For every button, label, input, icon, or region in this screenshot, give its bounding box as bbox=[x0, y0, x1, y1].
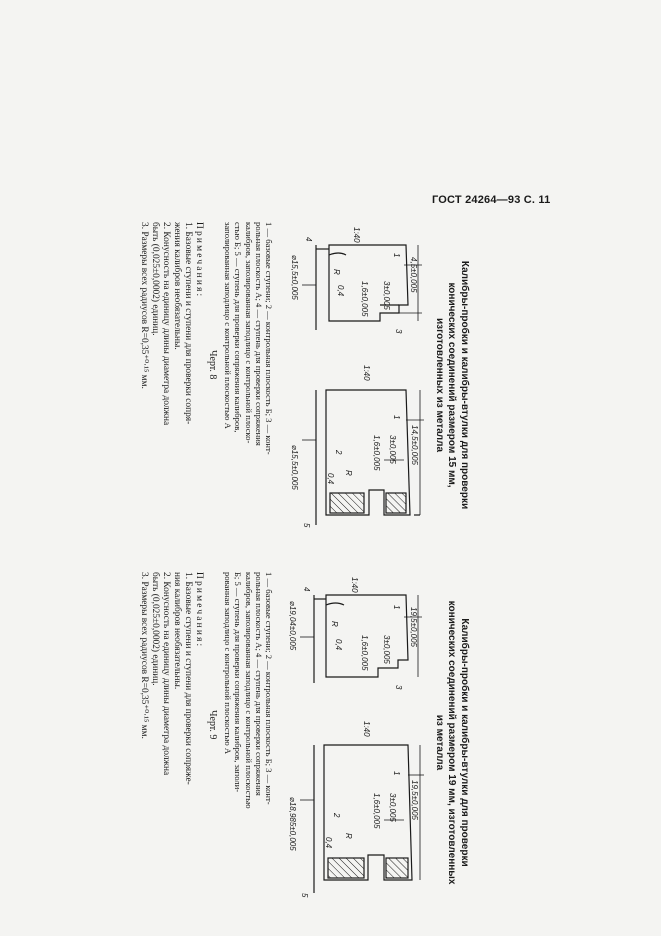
dim-1-6: 1,6±0,005 bbox=[360, 635, 369, 671]
radius-label-bush: R bbox=[344, 833, 353, 839]
legend-line: рольная плоскость А; 4 — ступень для проверки сопряжения bbox=[253, 572, 264, 796]
dim-dia-bush: ⌀18,985±0,005 bbox=[288, 797, 297, 851]
callout-3: 3 bbox=[394, 685, 403, 690]
dim-19-5: 19,5±0,005 bbox=[409, 607, 418, 647]
note-line: жения калибров необязательны. bbox=[172, 222, 182, 350]
taper-label-bush: 1:40 bbox=[362, 365, 371, 381]
figure-9-caption: Черт. 9 bbox=[207, 710, 218, 740]
dim-1-6-bush: 1,6±0,005 bbox=[372, 793, 381, 829]
callout-3: 3 bbox=[394, 329, 403, 334]
note-line: 2. Конусность на единицу длины диаметра должна bbox=[161, 572, 171, 776]
legend-line: заполированная заподлицо с контрольной плоскостью А bbox=[223, 222, 234, 429]
callout-4: 4 bbox=[304, 237, 313, 242]
dim-3-bush: 3±0,005 bbox=[388, 435, 397, 464]
dim-3: 3±0,005 bbox=[382, 635, 391, 664]
dim-dia-plug: ⌀19,04±0,005 bbox=[288, 601, 297, 651]
rotated-content bbox=[139, 220, 470, 920]
radius-label-bush: R bbox=[344, 470, 353, 476]
dim-3: 3±0,005 bbox=[382, 281, 391, 310]
callout-5: 5 bbox=[302, 523, 311, 528]
callout-1: 1 bbox=[392, 253, 401, 258]
dim-3-bush: 3±0,005 bbox=[388, 793, 397, 822]
dim-1-6-bush: 1,6±0,005 bbox=[372, 435, 381, 471]
legend-line: 1 — базовые ступени; 2 — контрольная плоскость Б; 3 — конт- bbox=[264, 222, 274, 455]
notes-heading: Примечания: bbox=[194, 572, 204, 649]
note-line: 3. Размеры всех радиусов R=0,35⁺⁰·¹⁵ мм. bbox=[139, 222, 149, 389]
figure-8-drawing bbox=[284, 225, 424, 545]
dim-0-4-bush: 0,4 bbox=[324, 837, 333, 849]
radius-label: R bbox=[332, 269, 341, 275]
title-line: изготовленных из металла bbox=[434, 317, 445, 453]
figure-8-title bbox=[433, 220, 471, 550]
dim-dia-plug: ⌀15,5±0,005 bbox=[290, 255, 299, 300]
dim-14-5: 14,5±0,005 bbox=[410, 425, 419, 465]
title-line: конических соединений размером 15 мм, bbox=[446, 282, 458, 488]
callout-2: 2 bbox=[332, 813, 341, 818]
dim-4-5: 4,5±0,005 bbox=[409, 257, 418, 293]
figure-8-notes bbox=[138, 222, 204, 425]
note-line: 3. Размеры всех радиусов R=0,35⁺⁰·¹⁵ мм. bbox=[139, 572, 149, 739]
taper-label: 1:40 bbox=[350, 577, 359, 593]
legend-line: калибров, заполированная заподлицо с контрольной плоско- bbox=[243, 222, 254, 444]
dim-0-4: 0,4 bbox=[334, 639, 343, 651]
callout-2: 2 bbox=[334, 450, 343, 455]
figure-8-legend bbox=[223, 222, 274, 455]
note-line: 1. Базовые ступени и ступени для проверки сопряже- bbox=[183, 572, 193, 785]
legend-line: рольная плоскость А; 4 — ступень для проверки сопряжения bbox=[253, 222, 264, 446]
taper-label-bush: 1:40 bbox=[362, 721, 371, 737]
note-line: 2. Конусность на единицу длины диаметра должна bbox=[161, 222, 171, 426]
dim-0-4-bush: 0,4 bbox=[326, 473, 335, 485]
legend-line: 1 — базовые ступени; 2 — контрольная плоскость Б; 3 — конт- bbox=[264, 572, 274, 805]
note-line: быть (0,025±0,0002) единиц. bbox=[150, 572, 160, 686]
title-line: из металла bbox=[434, 714, 445, 771]
callout-5: 5 bbox=[300, 893, 309, 898]
legend-line: стью Б; 5 — ступень для проверки сопряжения калибров, bbox=[233, 222, 244, 433]
callout-1: 1 bbox=[392, 605, 401, 610]
title-line: Калибры-пробки и калибры-втулки для проверки bbox=[459, 618, 470, 867]
note-line: 1. Базовые ступени и ступени для проверки сопря- bbox=[183, 222, 193, 425]
note-line: ния калибров необязательны. bbox=[172, 572, 182, 690]
radius-label: R bbox=[330, 621, 339, 627]
dim-0-4: 0,4 bbox=[336, 285, 345, 297]
legend-line: рованная заподлицо с контрольной плоскостью А bbox=[223, 572, 234, 755]
page-header: ГОСТ 24264—93 С. 11 bbox=[432, 194, 551, 206]
taper-label: 1:40 bbox=[352, 227, 361, 243]
dim-19-5-bush: 19,5±0,005 bbox=[410, 780, 419, 820]
notes-heading: Примечания: bbox=[194, 222, 204, 299]
legend-line: калибров, заполированная заподлицо с контрольной плоскостью bbox=[243, 572, 254, 809]
title-line: Калибры-пробки и калибры-втулки для проверки bbox=[459, 260, 470, 510]
figure-9-title bbox=[433, 570, 471, 915]
callout-1-bush: 1 bbox=[392, 415, 401, 420]
figure-9-notes bbox=[138, 572, 204, 785]
figure-9-legend bbox=[223, 572, 274, 809]
callout-4: 4 bbox=[302, 587, 311, 592]
note-line: быть (0,025±0,0002) единиц. bbox=[150, 222, 160, 336]
dim-1-6: 1,6±0,005 bbox=[360, 281, 369, 317]
figure-9-drawing bbox=[284, 575, 424, 915]
dim-dia-bush: ⌀15,5±0,005 bbox=[290, 445, 299, 490]
title-line: конических соединений размером 19 мм, изготовленных bbox=[446, 600, 458, 885]
callout-1-bush: 1 bbox=[392, 771, 401, 776]
figure-8-caption: Черт. 8 bbox=[207, 350, 218, 380]
legend-line: Б; 5 — ступень для проверки сопряжения калибров, заполи- bbox=[233, 572, 244, 793]
